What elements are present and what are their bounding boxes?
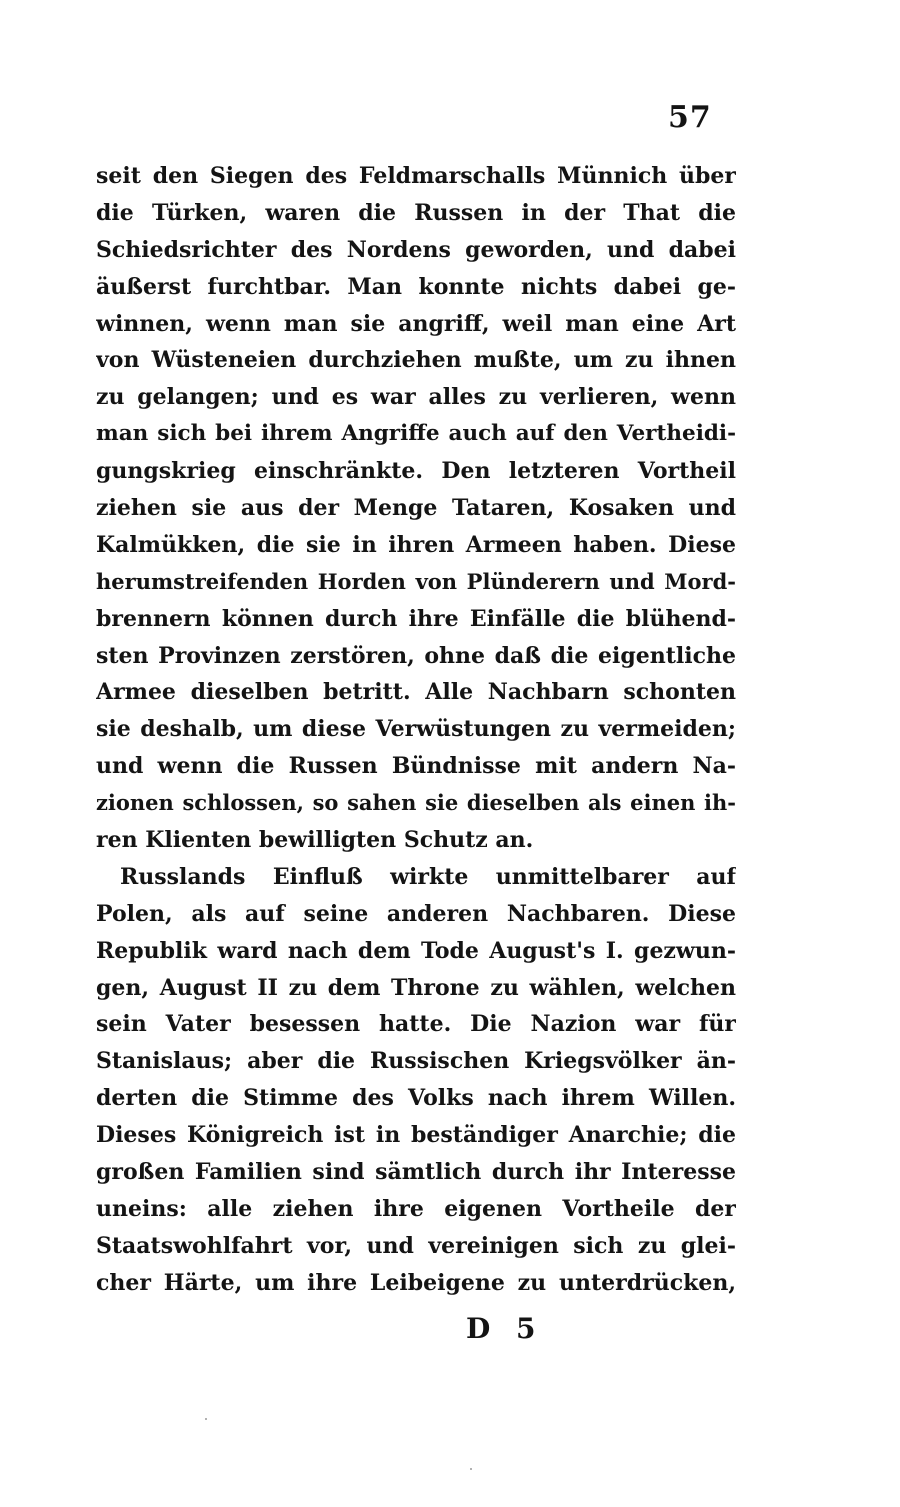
text-line: winnen, wenn man sie angriff, weil man eine Art — [96, 310, 736, 337]
text-line: seit den Siegen des Feldmarschalls Münnich über — [96, 163, 736, 189]
text-line: zu gelangen; und es war alles zu verlieren, wenn — [96, 384, 736, 411]
text-line: sten Provinzen zerstören, ohne daß die eigentliche — [96, 642, 736, 669]
body-text — [96, 158, 736, 1302]
text-line: derten die Stimme des Volks nach ihrem Willen. — [96, 1085, 736, 1112]
text-line: und wenn die Russen Bündnisse mit andern Na- — [96, 753, 736, 780]
text-line: Schiedsrichter des Nordens geworden, und dabei — [96, 236, 736, 263]
signature-mark: D 5 — [466, 1312, 544, 1345]
text-line: Russlands Einfluß wirkte unmittelbarer auf — [120, 863, 736, 890]
text-line: herumstreifenden Horden von Plünderern und Mord- — [96, 568, 736, 594]
text-line: man sich bei ihrem Angriffe auch auf den Vertheidi- — [96, 421, 736, 447]
text-line: Dieses Königreich ist in beständiger Anarchie; die — [96, 1122, 736, 1149]
paper-speck — [205, 1418, 207, 1420]
text-line: gungskrieg einschränkte. Den letzteren Vortheil — [96, 458, 736, 485]
text-line: sein Vater besessen hatte. Die Nazion war für — [96, 1011, 736, 1038]
text-line: sie deshalb, um diese Verwüstungen zu vermeiden; — [96, 716, 736, 743]
paper-speck — [470, 1468, 472, 1470]
text-line: äußerst furchtbar. Man konnte nichts dabei ge- — [96, 273, 736, 300]
text-line: großen Familien sind sämtlich durch ihr Interesse — [96, 1159, 736, 1186]
text-line: die Türken, waren die Russen in der That die — [96, 199, 736, 226]
page-number: 57 — [668, 100, 712, 135]
text-line: ren Klienten bewilligten Schutz an. — [96, 827, 534, 854]
text-line: uneins: alle ziehen ihre eigenen Vortheile der — [96, 1195, 736, 1222]
text-line: ziehen sie aus der Menge Tataren, Kosaken und — [96, 495, 736, 522]
text-line: Kalmükken, die sie in ihren Armeen haben. Diese — [96, 531, 736, 558]
text-line: Stanislaus; aber die Russischen Kriegsvölker än- — [96, 1048, 736, 1075]
text-line: Republik ward nach dem Tode August's I. gezwun- — [96, 937, 736, 964]
text-line: Polen, als auf seine anderen Nachbaren. Diese — [96, 900, 736, 927]
text-line: gen, August II zu dem Throne zu wählen, welchen — [96, 974, 736, 1001]
text-line: Armee dieselben betritt. Alle Nachbarn schonten — [96, 679, 736, 706]
text-line: zionen schlossen, so sahen sie dieselben als einen ih- — [96, 790, 736, 816]
text-line: von Wüsteneien durchziehen mußte, um zu ihnen — [96, 347, 736, 374]
text-line: Staatswohlfahrt vor, und vereinigen sich zu glei- — [96, 1232, 736, 1259]
text-line: cher Härte, um ihre Leibeigene zu unterdrücken, — [96, 1269, 736, 1296]
text-line: brennern können durch ihre Einfälle die blühend- — [96, 605, 736, 632]
